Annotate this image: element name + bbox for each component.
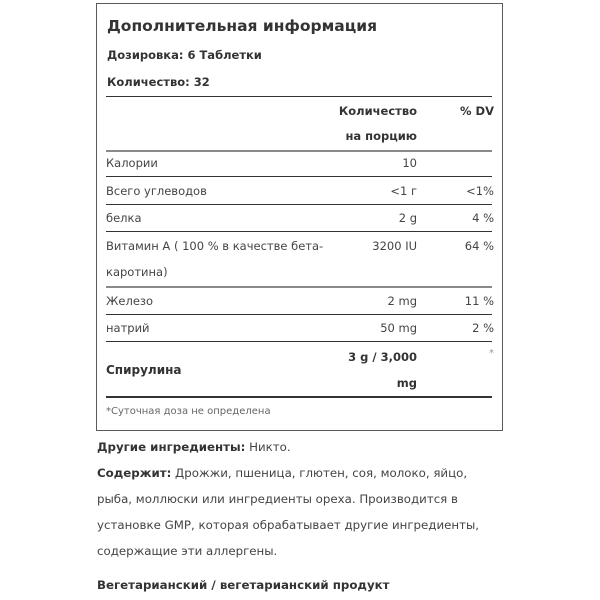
panel-title: Дополнительная информация bbox=[107, 17, 378, 35]
row-amount: 2 mg bbox=[387, 294, 417, 308]
divider bbox=[106, 231, 492, 232]
row-name: натрий bbox=[106, 321, 150, 335]
supplement-facts-panel bbox=[96, 3, 503, 431]
divider bbox=[106, 204, 492, 205]
other-ingredients-label: Другие ингредиенты: bbox=[97, 440, 246, 454]
contains-text: Дрожжи, пшеница, глютен, соя, молоко, яйцо, bbox=[171, 466, 468, 480]
other-ingredients-value: Никто. bbox=[245, 440, 291, 454]
row-amount: 50 mg bbox=[380, 321, 417, 335]
row-name-line2: каротина) bbox=[106, 265, 168, 279]
row-name: белка bbox=[106, 211, 142, 225]
contains-line3: установке GMP, которая обрабатывает другие ингредиенты, bbox=[97, 518, 480, 532]
row-name: Железо bbox=[106, 294, 154, 308]
divider bbox=[106, 341, 492, 342]
vegetarian-label: Вегетарианский / вегетарианский продукт bbox=[97, 578, 390, 592]
quantity-label: Количество: 32 bbox=[107, 75, 210, 89]
row-dv: 4 % bbox=[472, 211, 494, 225]
header-amount-line1: Количество bbox=[338, 104, 417, 118]
row-amount: 2 g bbox=[398, 211, 417, 225]
contains-label: Содержит: bbox=[97, 466, 172, 480]
other-ingredients bbox=[97, 440, 291, 454]
divider bbox=[106, 286, 492, 288]
divider bbox=[106, 176, 492, 177]
header-dv: % DV bbox=[460, 104, 494, 118]
row-amount: 3200 IU bbox=[372, 239, 417, 253]
footnote: *Суточная доза не определена bbox=[106, 406, 271, 417]
row-amount-line1: 3 g / 3,000 bbox=[348, 350, 417, 364]
row-dv: 64 % bbox=[464, 239, 494, 253]
row-amount: 10 bbox=[402, 156, 417, 170]
contains-line1 bbox=[97, 466, 467, 480]
divider bbox=[106, 314, 492, 315]
row-dv: 2 % bbox=[472, 321, 494, 335]
dosage-label: Дозировка: 6 Таблетки bbox=[107, 48, 262, 62]
divider bbox=[106, 396, 492, 398]
contains-line2: рыба, моллюски или ингредиенты ореха. Производится в bbox=[97, 492, 458, 506]
row-dv: <1% bbox=[466, 184, 494, 198]
row-amount: <1 г bbox=[390, 184, 417, 198]
row-dv: * bbox=[489, 348, 494, 359]
divider bbox=[106, 150, 492, 152]
row-name: Спирулина bbox=[106, 363, 182, 377]
row-dv: 11 % bbox=[464, 294, 494, 308]
row-name-line1: Витамин A ( 100 % в качестве бета- bbox=[106, 239, 324, 253]
row-amount-line2: mg bbox=[396, 376, 417, 390]
contains-line4: содержащие эти аллергены. bbox=[97, 544, 278, 558]
row-name: Всего углеводов bbox=[106, 184, 207, 198]
divider bbox=[106, 96, 492, 97]
header-amount-line2: на порцию bbox=[345, 129, 417, 143]
row-name: Калории bbox=[106, 156, 158, 170]
